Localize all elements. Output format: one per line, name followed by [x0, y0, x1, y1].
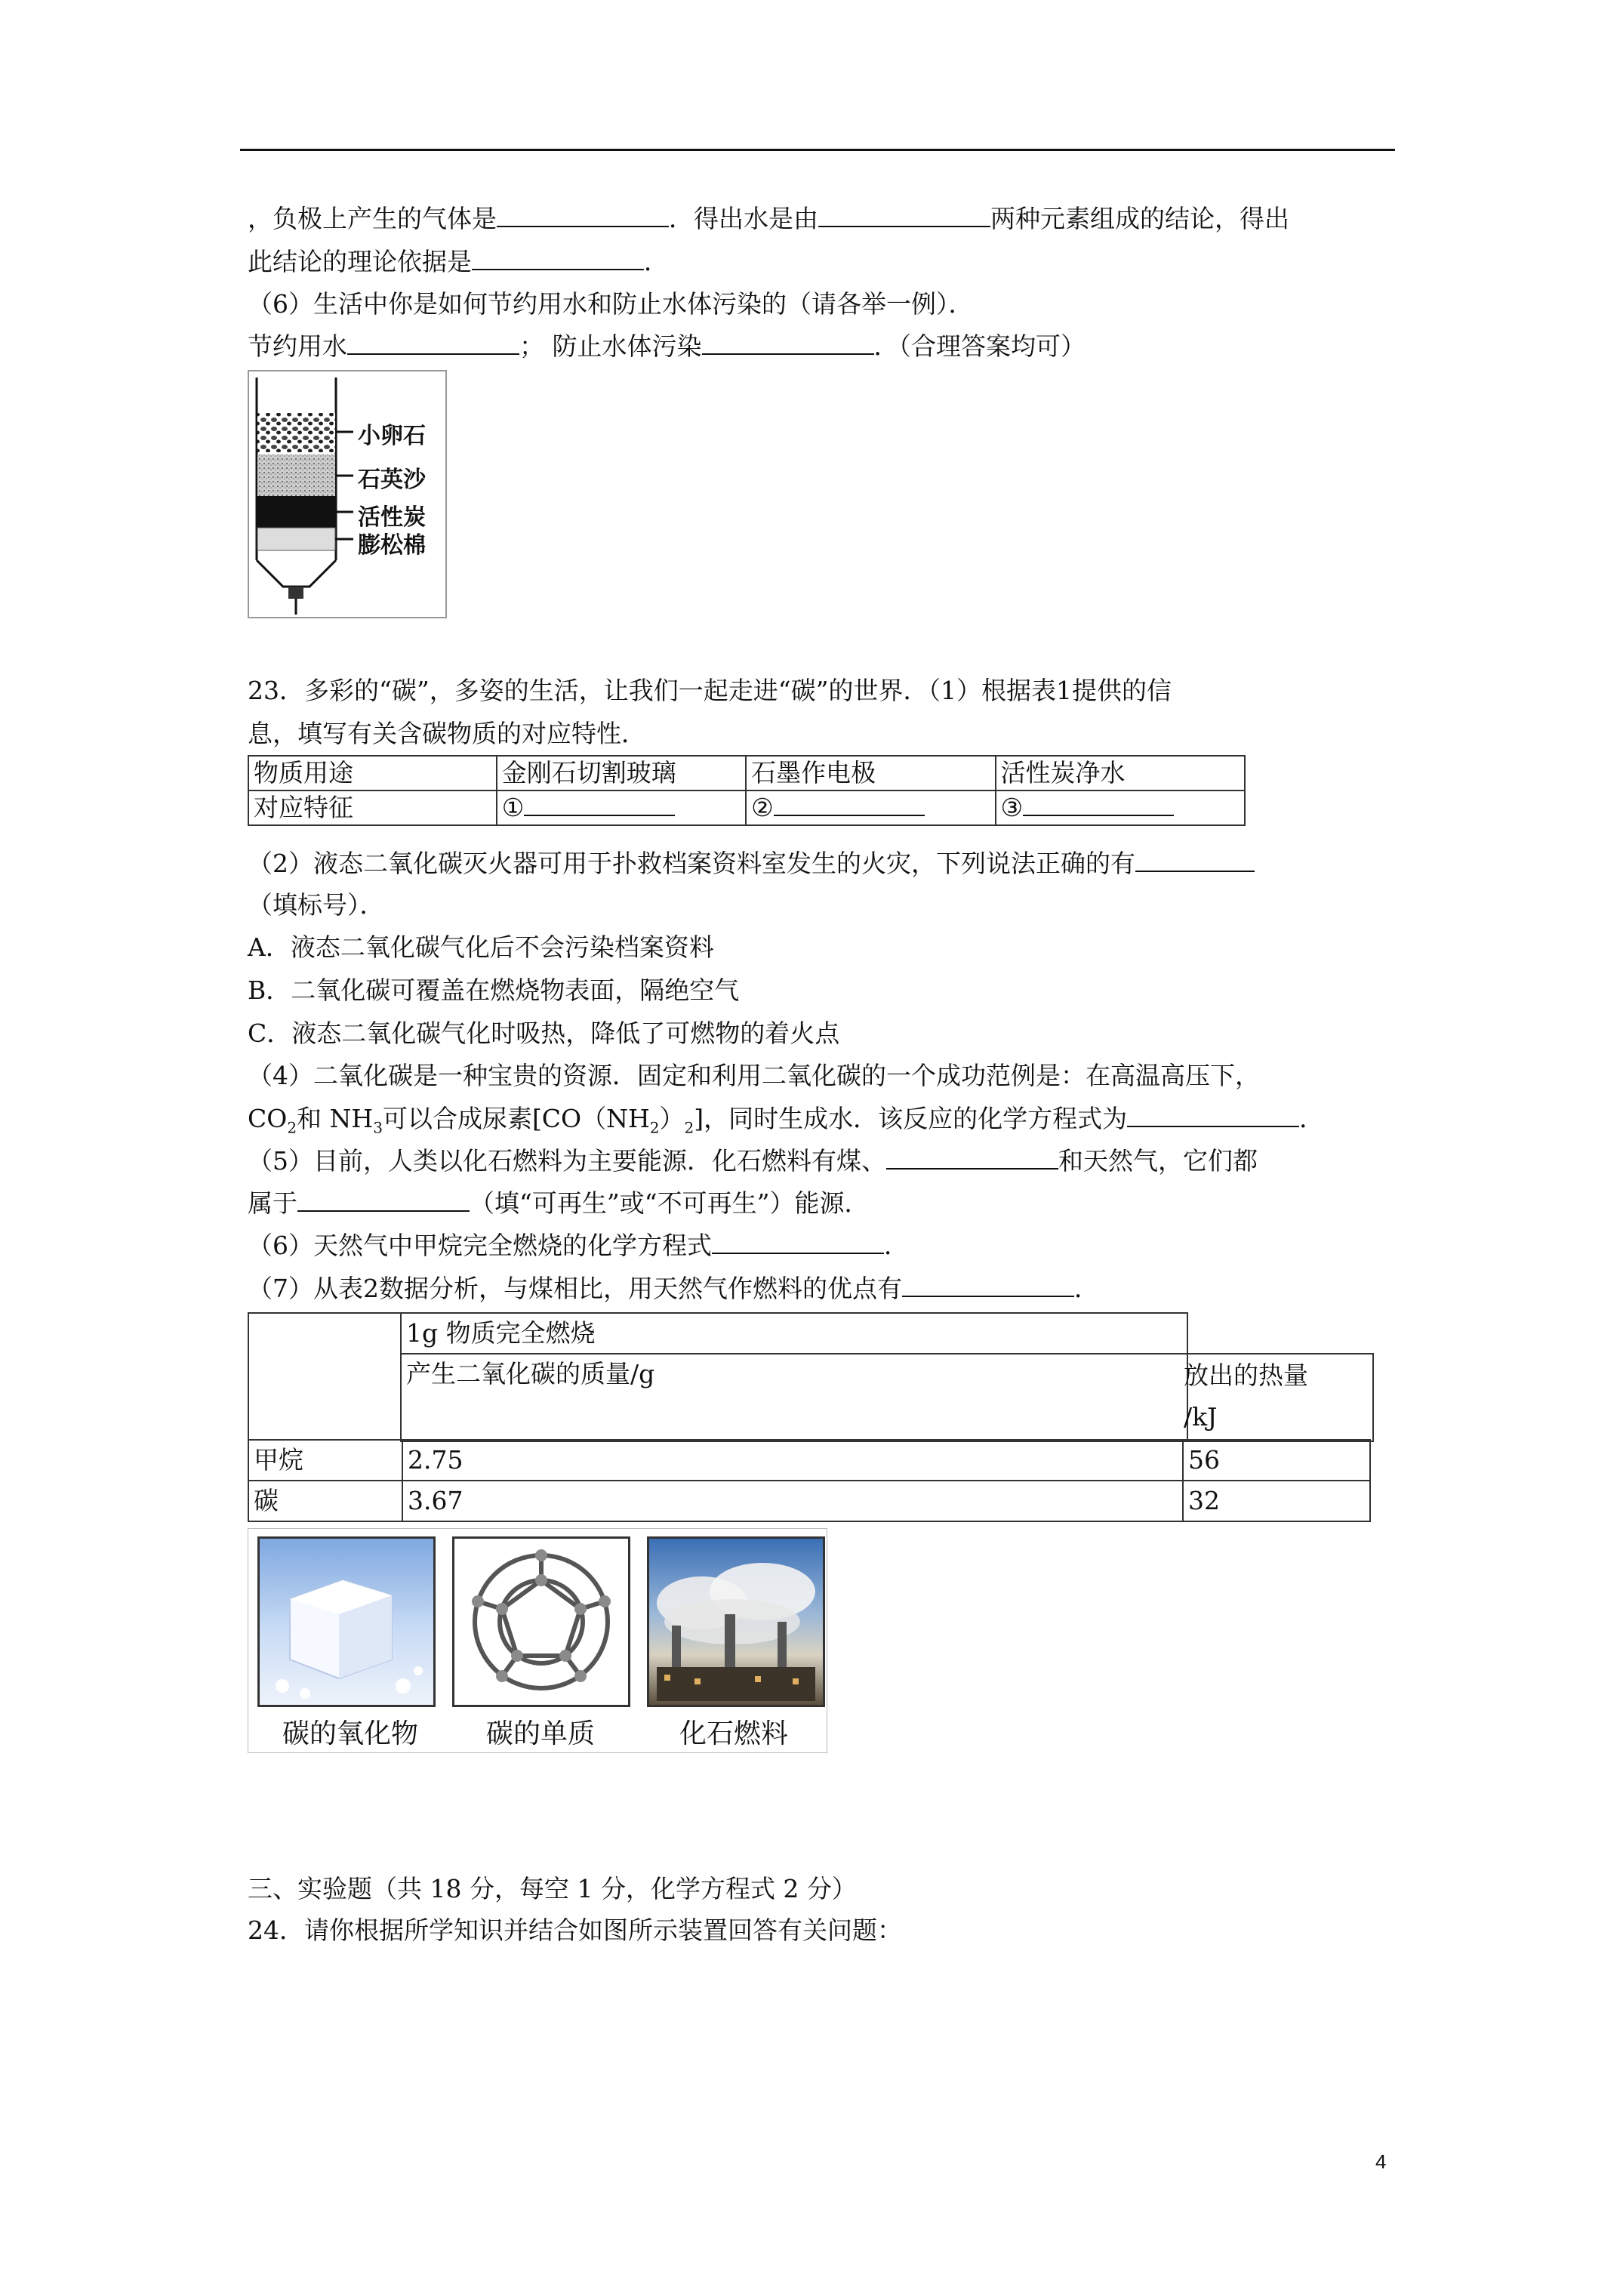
text: （填“可再生”或“不可再生”）能源．	[470, 1188, 870, 1218]
option-c: C．液态二氧化碳气化时吸热，降低了可燃物的着火点	[248, 1019, 840, 1048]
caption-fossil-fuel: 化石燃料	[679, 1718, 788, 1749]
power-plant-image	[647, 1536, 825, 1707]
text: ．	[884, 1231, 909, 1260]
carbon-layer	[257, 496, 335, 528]
q23-q6	[248, 1229, 909, 1262]
q23-q2-line2: （填标号）．	[248, 890, 385, 920]
text: CO	[248, 1104, 288, 1133]
q23-q4-line2	[248, 1102, 1324, 1145]
table-cell	[996, 791, 1245, 825]
table-row	[248, 756, 1245, 791]
q22-line2	[248, 245, 669, 279]
page-number: 4	[1375, 2150, 1387, 2173]
text: 节约用水	[248, 331, 347, 361]
table-cell: 甲烷	[248, 1440, 402, 1481]
dry-ice-image	[257, 1536, 436, 1707]
label-cotton: 膨松棉	[358, 532, 426, 559]
subscript: 3	[373, 1118, 383, 1137]
table-cell: 金刚石切割玻璃	[497, 756, 746, 791]
text: 和 NH	[297, 1104, 374, 1133]
circled-number: ②	[751, 793, 774, 822]
text: ，负极上产生的气体是	[248, 204, 497, 233]
header-rule	[240, 149, 1395, 151]
text: ．	[1074, 1274, 1099, 1303]
answer-blank	[524, 792, 675, 816]
table2-data	[248, 1439, 1371, 1522]
answer-blank	[297, 1188, 470, 1212]
answer-blank	[1135, 848, 1255, 872]
table2-header-top: 1g 物质完全燃烧	[400, 1312, 1188, 1353]
label-pebbles: 小卵石	[358, 423, 426, 449]
answer-blank	[774, 792, 925, 816]
q22-line1	[248, 202, 1289, 236]
text: （7）从表2数据分析，与煤相比，用天然气作燃料的优点有	[248, 1274, 902, 1303]
cotton-layer	[257, 528, 335, 550]
text: 放出的热量	[1184, 1361, 1308, 1390]
text: ．得出水是由	[669, 204, 818, 233]
answer-blank	[886, 1145, 1058, 1170]
text: ．	[1299, 1104, 1325, 1133]
q24-line: 24．请你根据所学知识并结合如图所示装置回答有关问题：	[248, 1915, 902, 1945]
text: ．	[644, 247, 669, 276]
section3-title: 三、实验题（共 18 分，每空 1 分，化学方程式 2 分）	[248, 1874, 857, 1903]
table-cell: 物质用途	[248, 756, 497, 791]
text: 两种元素组成的结论，得出	[990, 204, 1289, 233]
answer-blank	[702, 331, 874, 355]
text: 和天然气，它们都	[1058, 1146, 1258, 1176]
answer-blank	[497, 203, 669, 227]
label-activated-carbon: 活性炭	[358, 504, 426, 531]
answer-blank	[1023, 792, 1174, 816]
caption-carbon-element: 碳的单质	[485, 1718, 595, 1749]
table2-empty-corner	[248, 1312, 402, 1441]
subscript: 2	[649, 1118, 660, 1137]
text: ； 防止水体污染	[519, 331, 702, 361]
q23-q2-line1	[248, 847, 1255, 880]
subscript: 2	[287, 1118, 297, 1137]
caption-carbon-oxide: 碳的氧化物	[282, 1718, 418, 1749]
answer-blank	[472, 246, 644, 270]
water-filter-figure	[248, 370, 447, 618]
table1	[248, 755, 1246, 826]
table-row	[248, 791, 1245, 825]
pebble-layer	[257, 413, 335, 452]
text: ．（合理答案均可）	[873, 331, 1086, 361]
q23-line2: 息，填写有关含碳物质的对应特性．	[248, 719, 646, 748]
q23-q5-line1	[248, 1145, 1258, 1178]
answer-blank	[347, 331, 519, 355]
table-row	[248, 1481, 1370, 1521]
table-cell: 碳	[248, 1481, 402, 1521]
q23-line1: 23．多彩的“碳”，多姿的生活，让我们一起走进“碳”的世界．（1）根据表1提供的信	[248, 676, 1172, 705]
text: 此结论的理论依据是	[248, 247, 472, 276]
carbon-images-figure	[248, 1528, 827, 1753]
subscript: 2	[684, 1118, 694, 1137]
text: 属于	[248, 1188, 297, 1218]
text: ）	[659, 1104, 685, 1133]
text: 可以合成尿素[CO（NH	[382, 1104, 650, 1133]
text: /kJ	[1184, 1402, 1218, 1432]
sand-layer	[257, 455, 335, 496]
q22-item6: （6）生活中你是如何节约用水和防止水体污染的（请各举一例）．	[248, 289, 974, 319]
text: （5）目前，人类以化石燃料为主要能源．化石燃料有煤、	[248, 1146, 886, 1176]
q23-q4-line1: （4）二氧化碳是一种宝贵的资源．固定和利用二氧化碳的一个成功范例是：在高温高压下，	[248, 1061, 1260, 1090]
table-cell: 对应特征	[248, 791, 497, 825]
text: （6）天然气中甲烷完全燃烧的化学方程式	[248, 1231, 712, 1260]
q23-q5-line2	[248, 1187, 869, 1220]
circled-number: ①	[501, 793, 525, 822]
label-quartz-sand: 石英沙	[358, 467, 426, 493]
table-cell: 2.75	[402, 1440, 1183, 1481]
option-a: A．液态二氧化碳气化后不会污染档案资料	[248, 932, 714, 962]
text: ]，同时生成水．该反应的化学方程式为	[694, 1104, 1128, 1133]
text: （2）液态二氧化碳灭火器可用于扑救档案资料室发生的火灾，下列说法正确的有	[248, 849, 1135, 878]
table-cell: 56	[1183, 1440, 1370, 1481]
table-cell	[746, 791, 995, 825]
answer-blank	[902, 1273, 1074, 1297]
table-cell: 活性炭净水	[996, 756, 1245, 791]
table-row	[248, 1440, 1370, 1481]
filter-diagram	[249, 371, 445, 617]
circled-number: ③	[1000, 793, 1024, 822]
table-cell: 3.67	[402, 1481, 1183, 1521]
q22-line4	[248, 330, 1086, 363]
table-cell: 32	[1183, 1481, 1370, 1521]
answer-blank	[818, 203, 990, 227]
table2-header-heat	[1181, 1353, 1374, 1442]
answer-blank	[1127, 1103, 1299, 1127]
table-cell	[497, 791, 746, 825]
option-b: B．二氧化碳可覆盖在燃烧物表面，隔绝空气	[248, 975, 740, 1005]
fullerene-image	[452, 1536, 630, 1707]
table-cell: 石墨作电极	[746, 756, 995, 791]
q23-q7	[248, 1272, 1099, 1305]
answer-blank	[712, 1230, 884, 1254]
table2-header-co2: 产生二氧化碳的质量/g	[400, 1353, 1188, 1442]
